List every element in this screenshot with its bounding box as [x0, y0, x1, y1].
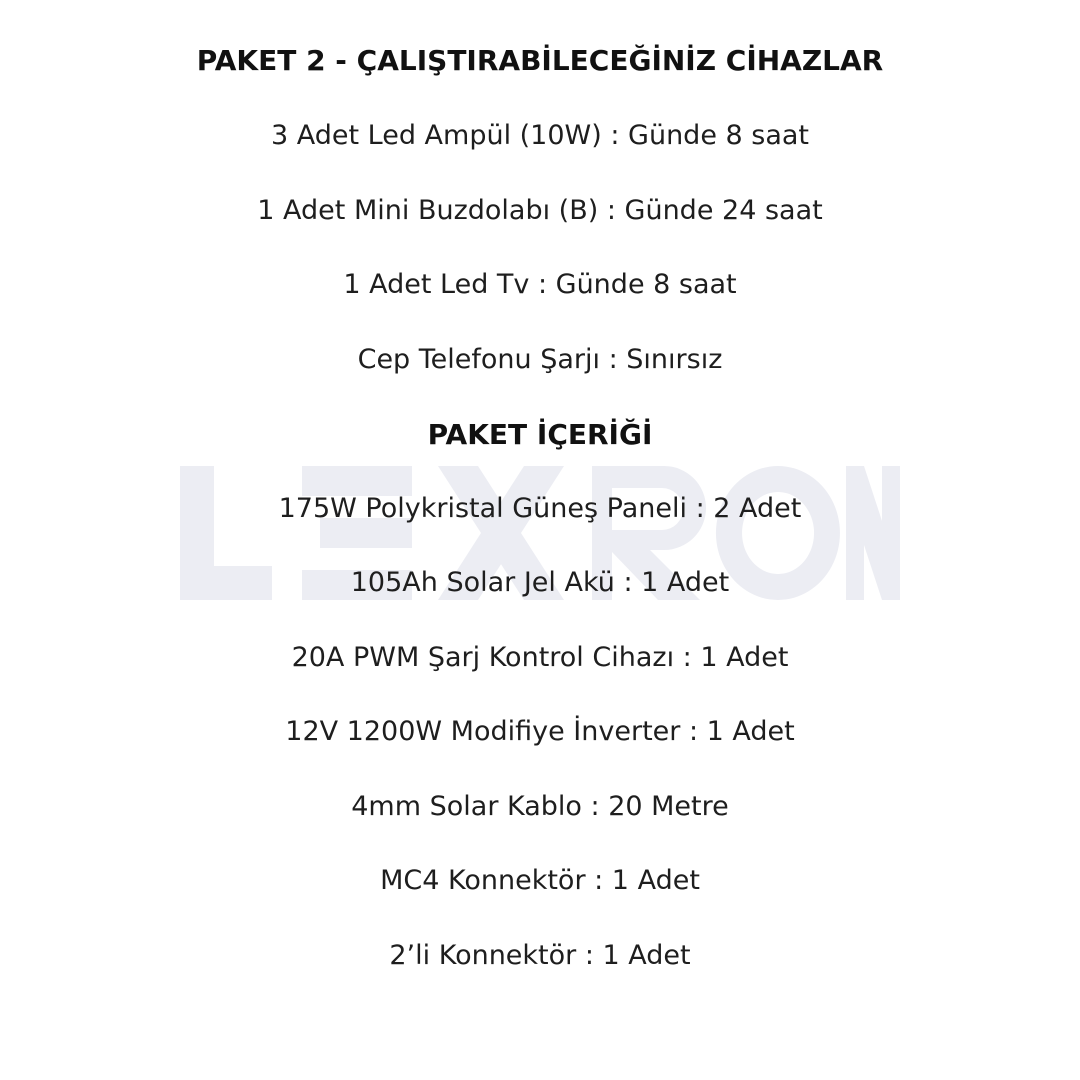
package-item-gel-battery: 105Ah Solar Jel Akü : 1 Adet	[350, 567, 730, 598]
package-item-solar-cable: 4mm Solar Kablo : 20 Metre	[351, 791, 729, 822]
device-item-mini-fridge: 1 Adet Mini Buzdolabı (B) : Günde 24 saat	[257, 195, 823, 226]
package-item-dual-connector: 2’li Konnektör : 1 Adet	[389, 940, 691, 971]
device-item-led-tv: 1 Adet Led Tv : Günde 8 saat	[343, 269, 737, 300]
package-item-mc4-connector: MC4 Konnektör : 1 Adet	[380, 865, 700, 896]
device-item-led-bulb: 3 Adet Led Ampül (10W) : Günde 8 saat	[270, 120, 810, 151]
device-item-phone-charge: Cep Telefonu Şarjı : Sınırsız	[357, 344, 723, 375]
package-item-inverter: 12V 1200W Modifiye İnverter : 1 Adet	[285, 716, 795, 747]
section-title-devices: PAKET 2 - ÇALIŞTIRABİLECEĞİNİZ CİHAZLAR	[196, 44, 884, 77]
package-item-solar-panel: 175W Polykristal Güneş Paneli : 2 Adet	[278, 493, 802, 524]
package-item-charge-controller: 20A PWM Şarj Kontrol Cihazı : 1 Adet	[291, 642, 789, 673]
section-title-package-contents: PAKET İÇERİĞİ	[427, 418, 653, 451]
